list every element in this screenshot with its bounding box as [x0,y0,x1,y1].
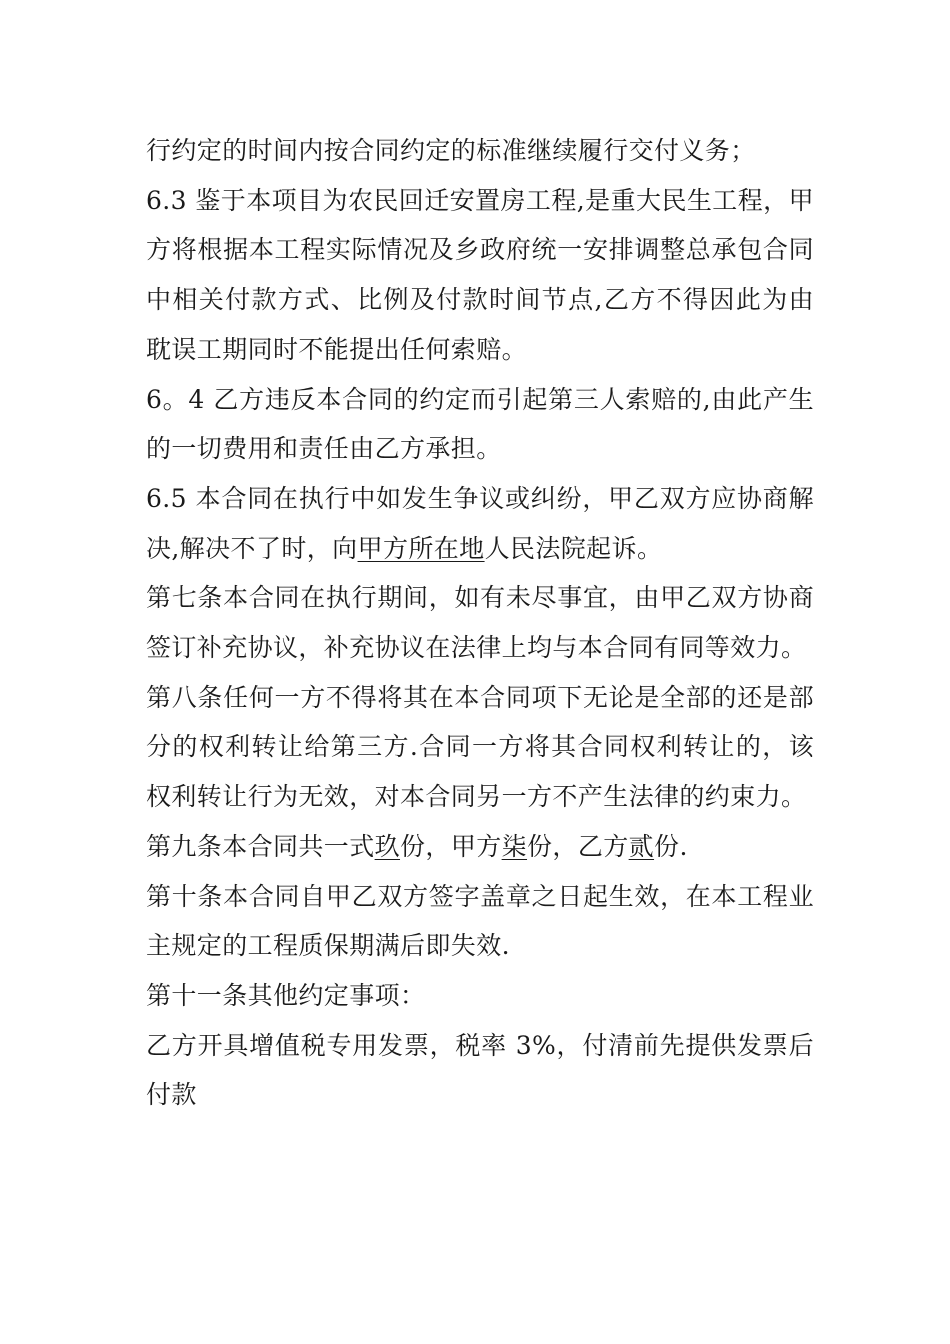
clause-6-2-continuation: 行约定的时间内按合同约定的标准继续履行交付义务； [146,136,756,165]
article-9-part-1: 第九条本合同共一式 [146,831,375,861]
article-9-party-a-copies: 柒 [501,831,528,861]
clause-6-5-text-before: 6.5 本合同在执行中如发生争议或纠纷，甲乙双方应协商解决,解决不了时，向 [146,483,814,563]
article-10: 第十条本合同自甲乙双方签字盖章之日起生效，在本工程业主规定的工程质保期满后即失效. [146,881,814,961]
article-11-invoice-terms: 乙方开具增值税专用发票，税率 3%，付清前先提供发票后付款 [146,1030,814,1110]
article-9-party-b-copies: 贰 [628,831,655,861]
article-9 [146,822,814,872]
article-9-part-3: 份，乙方 [527,831,629,861]
document-body [146,126,814,1120]
article-8: 第八条任何一方不得将其在本合同项下无论是全部的还是部分的权利转让给第三方.合同一方将其合同权利转让的，该权利转让行为无效，对本合同另一方不产生法律的约束力。 [146,682,814,812]
clause-6-5-text-after: 人民法院起诉。 [484,533,663,563]
clause-6-5 [146,474,814,573]
article-9-part-2: 份，甲方 [400,831,502,861]
article-9-total-copies: 玖 [374,831,401,861]
clause-6-5-underlined-location: 甲方所在地 [357,533,485,563]
article-7: 第七条本合同在执行期间，如有未尽事宜，由甲乙双方协商签订补充协议，补充协议在法律上均与本合同有同等效力。 [146,583,814,663]
clause-6-3: 6.3 鉴于本项目为农民回迁安置房工程,是重大民生工程，甲方将根据本工程实际情况及乡政府统一安排调整总承包合同中相关付款方式、比例及付款时间节点,乙方不得因此为由耽误工期同时不能提出任何索赔。 [146,185,814,364]
article-11-heading: 第十一条其他约定事项： [146,980,426,1010]
article-9-part-4: 份. [654,831,688,861]
clause-6-4: 6。4 乙方违反本合同的约定而引起第三人索赔的,由此产生的一切费用和责任由乙方承担。 [146,384,814,464]
